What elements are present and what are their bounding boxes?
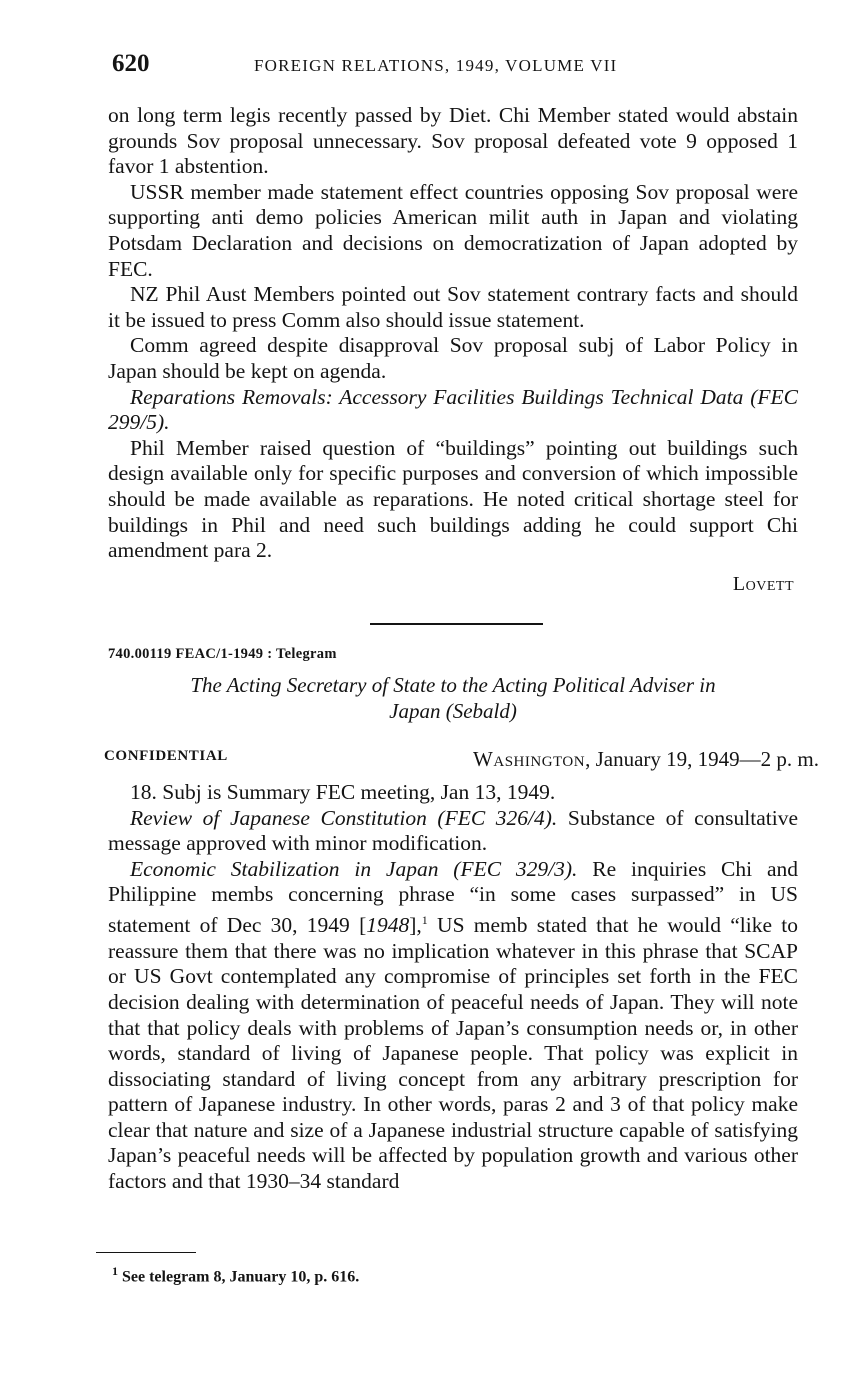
bracketed-correction: 1948 [366, 913, 410, 938]
paragraph: Comm agreed despite disapproval Sov proposal subj of Labor Policy in Japan should be kept on agenda. [108, 333, 798, 383]
section-continued [108, 103, 798, 597]
classification: CONFIDENTIAL [104, 748, 228, 764]
telegram-body [108, 780, 798, 1195]
section-divider [370, 623, 543, 625]
footnote-reference: 1 [421, 912, 428, 927]
paragraph [108, 806, 798, 857]
page-header [112, 50, 792, 86]
paragraph-text: Re inquiries Chi and Philippine membs concerning phrase “in some cases surpassed” in US statement of Dec 30, 1949 [ [108, 856, 799, 938]
paragraph: Phil Member raised question of “buildings” pointing out buildings such design available only for specific purposes and conversion of which impossible should be made available as reparations. He noted critical shortage steel for buildings in Phil and need such buildings adding he could support Chi amendment para 2. [108, 435, 798, 563]
paragraph: 18. Subj is Summary FEC meeting, Jan 13, 1949. [130, 780, 556, 804]
document-title-line: Japan (Sebald) [389, 699, 517, 723]
page-number: 620 [112, 50, 150, 77]
paragraph: on long term legis recently passed by Diet. Chi Member stated would abstain grounds Sov proposal unnecessary. Sov proposal defeated vote 9 opposed 1 favor 1 abstention. [108, 103, 798, 179]
dateline-place: Washington [473, 747, 586, 771]
subheading-text: Reparations Removals: Accessory Facilities Buildings Technical Data (FEC 299/5). [108, 384, 798, 435]
document-id: 740.00119 FEAC/1-1949 : Telegram [108, 646, 337, 662]
document-title [108, 672, 798, 724]
dateline [473, 747, 819, 772]
paragraph-text: Substance of consultative message approved with minor modification. [108, 805, 798, 856]
signature: Lovett [732, 572, 794, 595]
paragraph: NZ Phil Aust Members pointed out Sov statement contrary facts and should it be issued to press Comm also should issue statement. [108, 282, 798, 332]
paragraph: USSR member made statement effect countries opposing Sov proposal were supporting anti demo policies American milit auth in Japan and violating Potsdam Declaration and decisions on democratization of Japan adopted by FEC. [108, 179, 798, 281]
footnote-text: See telegram 8, January 10, p. 616. [118, 1268, 360, 1286]
subheading [108, 385, 798, 436]
italic-heading: Review of Japanese Constitution (FEC 326/4). [130, 805, 558, 830]
running-title: FOREIGN RELATIONS, 1949, VOLUME VII [254, 56, 618, 75]
paragraph-text: US memb stated that he would “like to reassure them that there was no implication whatever in this phrase that SCAP or US Govt contemplated any compromise of principles set forth in the FEC decision dealing with determination of peaceful needs of Japan. They will note that that policy deals with problems of Japan’s consumption needs or, in other words, standard of living of Japanese people. That policy was explicit in dissociating standard of living concept from any arbitrary prescription for pattern of Japanese industry. In other words, paras 2 and 3 of that policy make clear that nature and size of a Japanese industrial structure capable of satisfying Japan’s peaceful needs will be affected by population growth and various other factors and that 1930–34 standard [108, 913, 798, 1194]
paragraph-text: ], [409, 913, 422, 938]
footnote [112, 1264, 359, 1286]
dateline-date: , January 19, 1949—2 p. m. [585, 747, 819, 771]
document-title-line: The Acting Secretary of State to the Acting Political Adviser in [190, 673, 716, 697]
footnote-divider [96, 1252, 196, 1253]
footnote-mark: 1 [112, 1264, 118, 1278]
italic-heading: Economic Stabilization in Japan (FEC 329/3). [130, 856, 578, 881]
paragraph [108, 857, 798, 1195]
